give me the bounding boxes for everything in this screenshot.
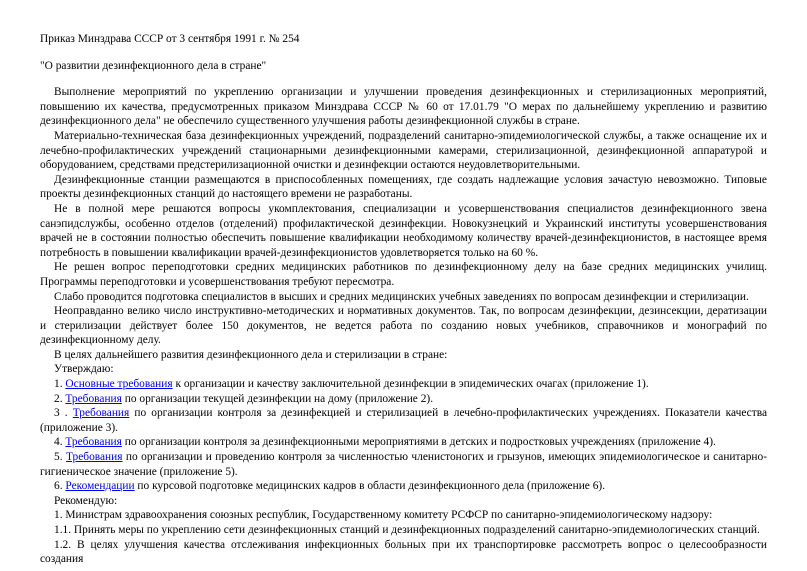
link-appendix-6[interactable]: Рекомендации bbox=[65, 480, 135, 493]
list-item bbox=[40, 435, 767, 450]
link-appendix-5[interactable]: Требования bbox=[66, 451, 123, 464]
document-title: Приказ Минздрава СССР от 3 сентября 1991 г. № 254 bbox=[40, 33, 300, 45]
paragraph: В целях дальнейшего развития дезинфекционного дела и стерилизации в стране: bbox=[54, 348, 448, 361]
item-number: 3 . bbox=[54, 407, 68, 420]
link-appendix-2[interactable]: Требования bbox=[65, 392, 122, 405]
document-body bbox=[40, 32, 767, 567]
paragraph: Выполнение мероприятий по укреплению организации и улучшении проведения дезинфекционных и стерилизационных мероприятий, повышению их качества, предусмотренных приказом Минздрава СССР № 60 от 17.01.79 "О мерах по дальнейшему укреплению и развитию дезинфекционного дела" не обеспечило существенного улучшения работы дезинфекционной службы в стране. bbox=[40, 86, 767, 128]
link-appendix-1[interactable]: Основные требования bbox=[65, 378, 173, 391]
paragraph: Дезинфекционные станции размещаются в приспособленных помещениях, где создать надлежащие условия зачастую невозможно. Типовые проекты дезинфекционных станций до настоящего времени не разработаны. bbox=[40, 173, 767, 201]
item-number: 2. bbox=[54, 392, 63, 405]
item-text: по курсовой подготовке медицинских кадров в области дезинфекционного дела (приложение 6). bbox=[134, 480, 606, 493]
list-item bbox=[40, 377, 767, 392]
paragraph: 1. Министрам здравоохранения союзных республик, Государственному комитету РСФСР по санитарно-эпидемиологическому надзору: bbox=[54, 509, 713, 522]
list-item bbox=[40, 406, 767, 435]
paragraph: Не решен вопрос переподготовки средних медицинских работников по дезинфекционному делу на базе средних медицинских училищ. Программы переподготовки и усовершенствования требуют пересмотра. bbox=[40, 261, 767, 288]
item-text: к организации и качеству заключительной дезинфекции в эпидемических очагах (приложение 1). bbox=[172, 378, 649, 391]
item-text: по организации текущей дезинфекции на дому (приложение 2). bbox=[121, 392, 434, 405]
item-text: по организации и проведению контроля за численностью членистоногих и грызунов, имеющих эпидемиологическое и санитарно-гигиеническое значение (приложение 5). bbox=[40, 451, 767, 478]
item-number: 1. bbox=[54, 378, 63, 391]
link-appendix-3[interactable]: Требования bbox=[72, 407, 130, 420]
paragraph: 1.2. В целях улучшения качества отслеживания инфекционных больных при их транспортировке рассмотреть вопрос о целесообразности создания bbox=[40, 538, 767, 566]
document-subtitle: "О развитии дезинфекционного дела в стране" bbox=[40, 59, 267, 72]
item-text: по организации контроля за дезинфекцией и стерилизацией в лечебно-профилактических учреждениях. Показатели качества (приложение 3). bbox=[40, 407, 767, 434]
paragraph: Неоправданно велико число инструктивно-методических и нормативных документов. Так, по вопросам дезинфекции, дезинсекции, дератизации и стерилизации действует более 150 документов, не ведется работа по созданию новых учебников, справочников и монографий по дезинфекционному делу. bbox=[40, 305, 767, 347]
item-number: 4. bbox=[54, 436, 63, 449]
paragraph: Материально-техническая база дезинфекционных учреждений, подразделений санитарно-эпидемиологической службы, а также оснащение их и лечебно-профилактических учреждений стационарными дезинфекционными камерами, стерилизационной, дезинфекционной аппаратурой и оборудованием, средствами предстерилизационной очистки и дезинфекции остаются неудовлетворительными. bbox=[40, 129, 767, 172]
list-item bbox=[40, 392, 767, 407]
paragraph: Не в полной мере решаются вопросы укомплектования, специализации и усовершенствования специалистов дезинфекционного звена санэпидслужбы, особенно отделов (отделений) профилактической дезинфекции. Новокузнецкий и Украинский институты усовершенствования врачей не в состоянии полностью обеспечить повышение квалификации необходимому количеству врачей-дезинфекционистов, в настоящее время потребность в повышении квалификации врачей-дезинфекционистов удовлетворяется только на 60 %. bbox=[40, 202, 767, 259]
list-item bbox=[40, 479, 767, 494]
paragraph: Утверждаю: bbox=[54, 363, 114, 376]
link-appendix-4[interactable]: Требования bbox=[65, 436, 122, 449]
item-number: 6. bbox=[54, 480, 63, 493]
list-item bbox=[40, 450, 767, 479]
paragraph: Слабо проводится подготовка специалистов в высших и средних медицинских учебных заведениях по вопросам дезинфекции и стерилизации. bbox=[54, 290, 749, 303]
paragraph: 1.1. Принять меры по укреплению сети дезинфекционных станций и дезинфекционных подразделений санитарно-эпидемиологических станций. bbox=[54, 524, 760, 536]
item-number: 5. bbox=[54, 451, 63, 464]
item-text: по организации контроля за дезинфекционными мероприятиями в детских и подростковых учреждениях (приложение 4). bbox=[121, 436, 716, 449]
paragraph: Рекомендую: bbox=[54, 494, 118, 507]
